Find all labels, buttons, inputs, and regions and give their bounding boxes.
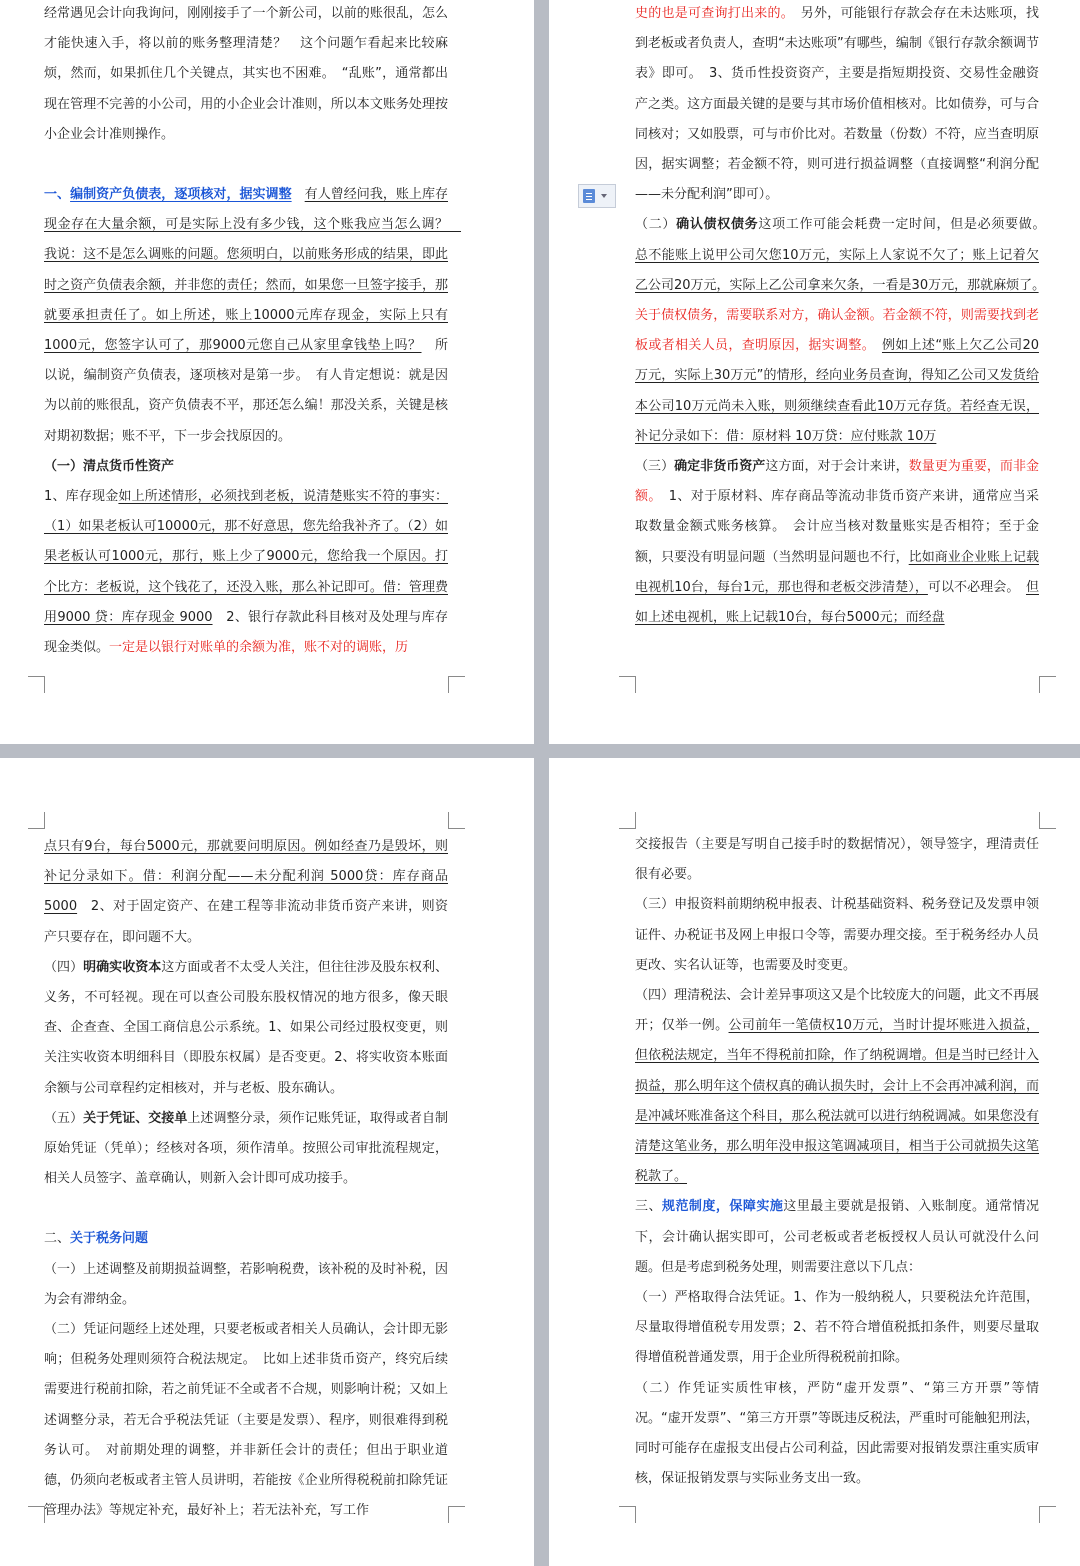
rule-item-1: （一）严格取得合法凭证。1、作为一般纳税人，只要税法允许范围，尽量取得增值税专用发票；2、若不符合增值税抵扣条件，则要尽量取得增值税普通发票，用于企业所得税税前扣除。 <box>635 1290 1039 1366</box>
text-run: 2、对于固定资产、在建工程等非流动非货币资产来讲，则资产只要存在，即问题不大。 <box>44 899 448 945</box>
chevron-down-icon <box>601 194 607 198</box>
text-run: 三、 <box>635 1199 662 1215</box>
page-corner-mark <box>28 812 45 829</box>
handover-continued-paragraph: 交接报告（主要是写明自己接手时的数据情况），领导签字，理清责任很有必要。 <box>635 837 1039 883</box>
text-run: （二） <box>635 217 677 233</box>
text-run: 所以说，编制资产负债表，逐项核对是第一步。 有人肯定想说：就是因为以前的账很乱，资产负债表不平，那还怎么编！那没关系，关键是核对期初数据；账不平，下一步会找原因的。 <box>44 338 448 444</box>
page-corner-mark <box>619 1506 636 1523</box>
section-2-heading <box>44 1224 448 1254</box>
text-run <box>869 338 882 353</box>
tax-item-3: （三）申报资料前期纳税申报表、计税基础资料、税务登记及发票申领证件、办税证书及网上申报口令等，需要办理交接。至于税务经办人员更改、实名认证等，也需要及时变更。 <box>635 897 1039 973</box>
document-page-3 <box>0 758 534 1566</box>
text-run: 2、银行存款此科目核对及处理与库存现金类似。 <box>44 609 448 656</box>
text-run: 这方面或者不太受人关注，但往往涉及股东权利、义务，不可轻视。现在可以查公司股东股权情况的地方很多，像天眼查、企查查、全国工商信息公示系统。1、如果公司经过股权变更，则关注实收资本明细科目（即股东权属）是否变更。2、将实收资本账面余额与公司章程约定相核对，并与老板、股东确认。 <box>44 959 448 1096</box>
page-4-body <box>635 830 1039 1494</box>
text-run: 上述调整分录，须作记账凭证，取得或者自制原始凭证（凭单）；经核对各项，须作清单。按照公司审批流程规定，相关人员签字、盖章确认，则新入会计即可成功接手。 <box>44 1110 448 1187</box>
text-run <box>292 187 305 202</box>
text-run: 1、库存现金 <box>44 489 119 505</box>
text-run: 确定非货币资产 <box>674 459 766 475</box>
text-run: 有人曾经问我，账上库存现金存在大量余额，可是实际上没有多少钱，这个账我应当怎么调？ 我说：这不是怎么调账的问题。您须明白，以前账务形成的结果，即此时之资产负债表余额，并非您的责任；然而，如果您一旦签字接手，那就要承担责任了。如上所述，账上10000元库存现金，实际上只有1000元，您签字认可了，那9000元您自己从家里拿钱垫上吗？ <box>44 187 462 354</box>
text-run: 经常遇见会计向我询问，刚刚接手了一个新公司，以前的账很乱，怎么才能快速入手，将以前的账务整理清楚？ 这个问题乍看起来比较麻烦，然而，如果抓住几个关键点，其实也不困难。 “乱账”，通常都出现在管理不完善的小公司，用的小企业会计准则，所以本文账务处理按小企业会计准则操作。 <box>44 6 448 142</box>
tax-item-4 <box>635 981 1039 1192</box>
section-1-paragraph <box>44 180 462 452</box>
text-run: 确认债权债务 <box>676 217 759 233</box>
page-corner-mark <box>448 676 465 693</box>
text-run: 1、对于原材料、库存商品等流动非货币资产来讲，通常应当采取数量金额式账务核算。 会计应当核对数量账实是否相符；至于金额，只要没有明显问题（当然明显问题也不行， <box>635 489 1039 565</box>
blank-line <box>44 150 448 180</box>
text-run: 史的也是可查询打出来的。 <box>635 6 788 21</box>
document-page-2 <box>549 0 1080 744</box>
text-run: 可以不必理会。 <box>927 579 1026 595</box>
inventory-continued-paragraph <box>44 832 448 953</box>
page-corner-mark <box>1039 812 1056 829</box>
text-run: 总不能账上说甲公司欠您10万元，实际上人家说不欠了；账上记着欠乙公司20万元，实际上乙公司拿来欠条，一看是30万元，那就麻烦了。 <box>635 247 1039 293</box>
text-run: 二、 <box>44 1231 71 1247</box>
text-run: 关于债权债务，需要联系对方，确认金额。若金额不符，则需要找到老板或者相关人员，查明原因，据实调整。 <box>635 277 1052 354</box>
tax-item-2: （二）凭证问题经上述处理，只要老板或者相关人员确认，会计即无影响；但税务处理则须符合税法规定。 比如上述非货币资产，终究后续需要进行税前扣除，若之前凭证不全或者不合规，则影响计税；又如上述调整分录，若无合乎税法凭证（主要是发票）、程序，则很难得到税务认可。 对前期处理的调整，并非新任会计的责任；但出于职业道德，仍须向老板或者主管人员讲明，若能按《企业所得税税前扣除凭证管理办法》等规定补充，最好补上；若无法补充，写工作 <box>44 1322 448 1519</box>
blank-line <box>44 1194 448 1224</box>
text-run: 例如上述“账上欠乙公司20万元，实际上30万元”的情形，经向业务员查询，得知乙公司又发货给本公司10万元尚未入账，则须继续查看此10万元存货。若经查无误，补记分录如下：借：原材料 10万贷：应付账款 10万 <box>635 338 1039 444</box>
text-run: 明确实收资本 <box>83 959 162 975</box>
page-corner-mark <box>1039 1506 1056 1523</box>
intro-paragraph <box>44 0 448 150</box>
text-run: 关于凭证、交接单 <box>83 1110 188 1126</box>
text-run: 数量更为重要，而非金额。 <box>635 459 1039 505</box>
bank-continued-paragraph <box>635 0 1039 210</box>
text-run: 这里最主要就是报销、入账制度。通常情况下，会计确认据实即可，公司老板或者老板授权人员认可就没什么问题。但是考虑到税务处理，则需要注意以下几点： <box>635 1199 1039 1275</box>
text-run: 这方面，对于会计来讲， <box>765 459 909 475</box>
text-run: 点只有9台，每台5000元，那就要问明原因。例如经查乃是毁坏，则补记分录如下。借：利润分配——未分配利润 5000贷：库存商品5000 <box>44 839 448 915</box>
text-run: 公司前年一笔债权10万元，当时计提坏账进入损益，但依税法规定，当年不得税前扣除，作了纳税调增。但是当时已经计入损益，那么明年这个债权真的确认损失时，会计上不会再冲减利润，而是冲减坏账准备这个科目，那么税法就可以进行纳税调减。如果您没有清楚这笔业务，那么明年没申报这笔调减项目，相当于公司就损失这笔税款了。 <box>635 1018 1039 1185</box>
text-run: （四） <box>44 959 84 975</box>
voucher-paragraph <box>44 1104 448 1195</box>
text-run: 一、 <box>44 187 71 203</box>
text-run: 比如商业企业账上记载电视机10台，每台1元，那也得和老板交涉清楚）， <box>635 549 1039 595</box>
paragraph-layout-button[interactable] <box>578 184 616 208</box>
text-run: 规范制度，保障实施 <box>661 1199 784 1215</box>
text-run: 另外，可能银行存款会存在未达账项，找到老板或者负责人，查明“未达账项”有哪些，编制《银行存款余额调节表》即可。 3、货币性投资资产，主要是指短期投资、交易性金融资产之类。这方面最关键的是要与其市场价值相核对。比如债券，可与合同核对；又如股票，可与市价比对。若数量（份数）不符，应当查明原因，据实调整；若金额不符，则可进行损益调整（直接调整“利润分配——未分配利润”即可）。 <box>635 6 1039 203</box>
page-corner-mark <box>619 676 636 693</box>
text-run: 关于税务问题 <box>70 1231 149 1247</box>
page-corner-mark <box>448 812 465 829</box>
document-page-1 <box>0 0 534 744</box>
text-run: （四）理清税法、会计差异事项这又是个比较庞大的问题，此文不再展开；仅举一例。 <box>635 988 1039 1034</box>
page-corner-mark <box>448 1506 465 1523</box>
page-corner-mark <box>619 812 636 829</box>
page-2-body <box>635 0 1052 633</box>
text-run: 如上所述情形，必须找到老板，说清楚账实不符的事实：（1）如果老板认可10000元，那不好意思，您先给我补齐了。（2）如果老板认可1000元，那行，账上少了9000元，您给我一个原因。打个比方：老板说，这个钱花了，还没入账，那么补记即可。借：管理费用9000 贷：库存现金 9000 <box>44 489 448 625</box>
tax-item-1: （一）上述调整及前期损益调整，若影响税费，该补税的及时补税，因为会有滞纳金。 <box>44 1261 448 1307</box>
non-monetary-paragraph <box>635 452 1039 633</box>
text-run: 编制资产负债表，逐项核对，据实调整 <box>70 187 292 203</box>
text-run: （五） <box>44 1110 84 1126</box>
page-corner-mark <box>28 1506 45 1523</box>
page-corner-mark <box>1039 676 1056 693</box>
document-page-4 <box>549 758 1080 1566</box>
document-icon <box>583 189 595 203</box>
page-corner-mark <box>28 676 45 693</box>
debts-paragraph <box>635 210 1052 452</box>
rule-item-2: （二）作凭证实质性审核，严防“虚开发票”、“第三方开票”等情况。“虚开发票”、“第三方开票”等既违反税法，严重时可能触犯刑法，同时可能存在虚报支出侵占公司利益，因此需要对报销发票注重实质审核，保证报销发票与实际业务支出一致。 <box>635 1380 1039 1487</box>
paid-in-capital-paragraph <box>44 953 448 1104</box>
text-run: 但如上述电视机，账上记载10台，每台5000元；而经盘 <box>635 579 1039 626</box>
text-run: 这项工作可能会耗费一定时间，但是必须要做。 <box>758 217 1052 233</box>
text-run: （三） <box>635 459 675 475</box>
cash-paragraph <box>44 482 448 663</box>
section-3-paragraph <box>635 1192 1039 1283</box>
page-3-body <box>44 832 448 1526</box>
heading-monetary-assets: （一）清点货币性资产 <box>44 458 175 474</box>
text-run: 一定是以银行对账单的余额为准，账不对的调账，历 <box>109 640 409 656</box>
page-1-body <box>44 0 462 663</box>
